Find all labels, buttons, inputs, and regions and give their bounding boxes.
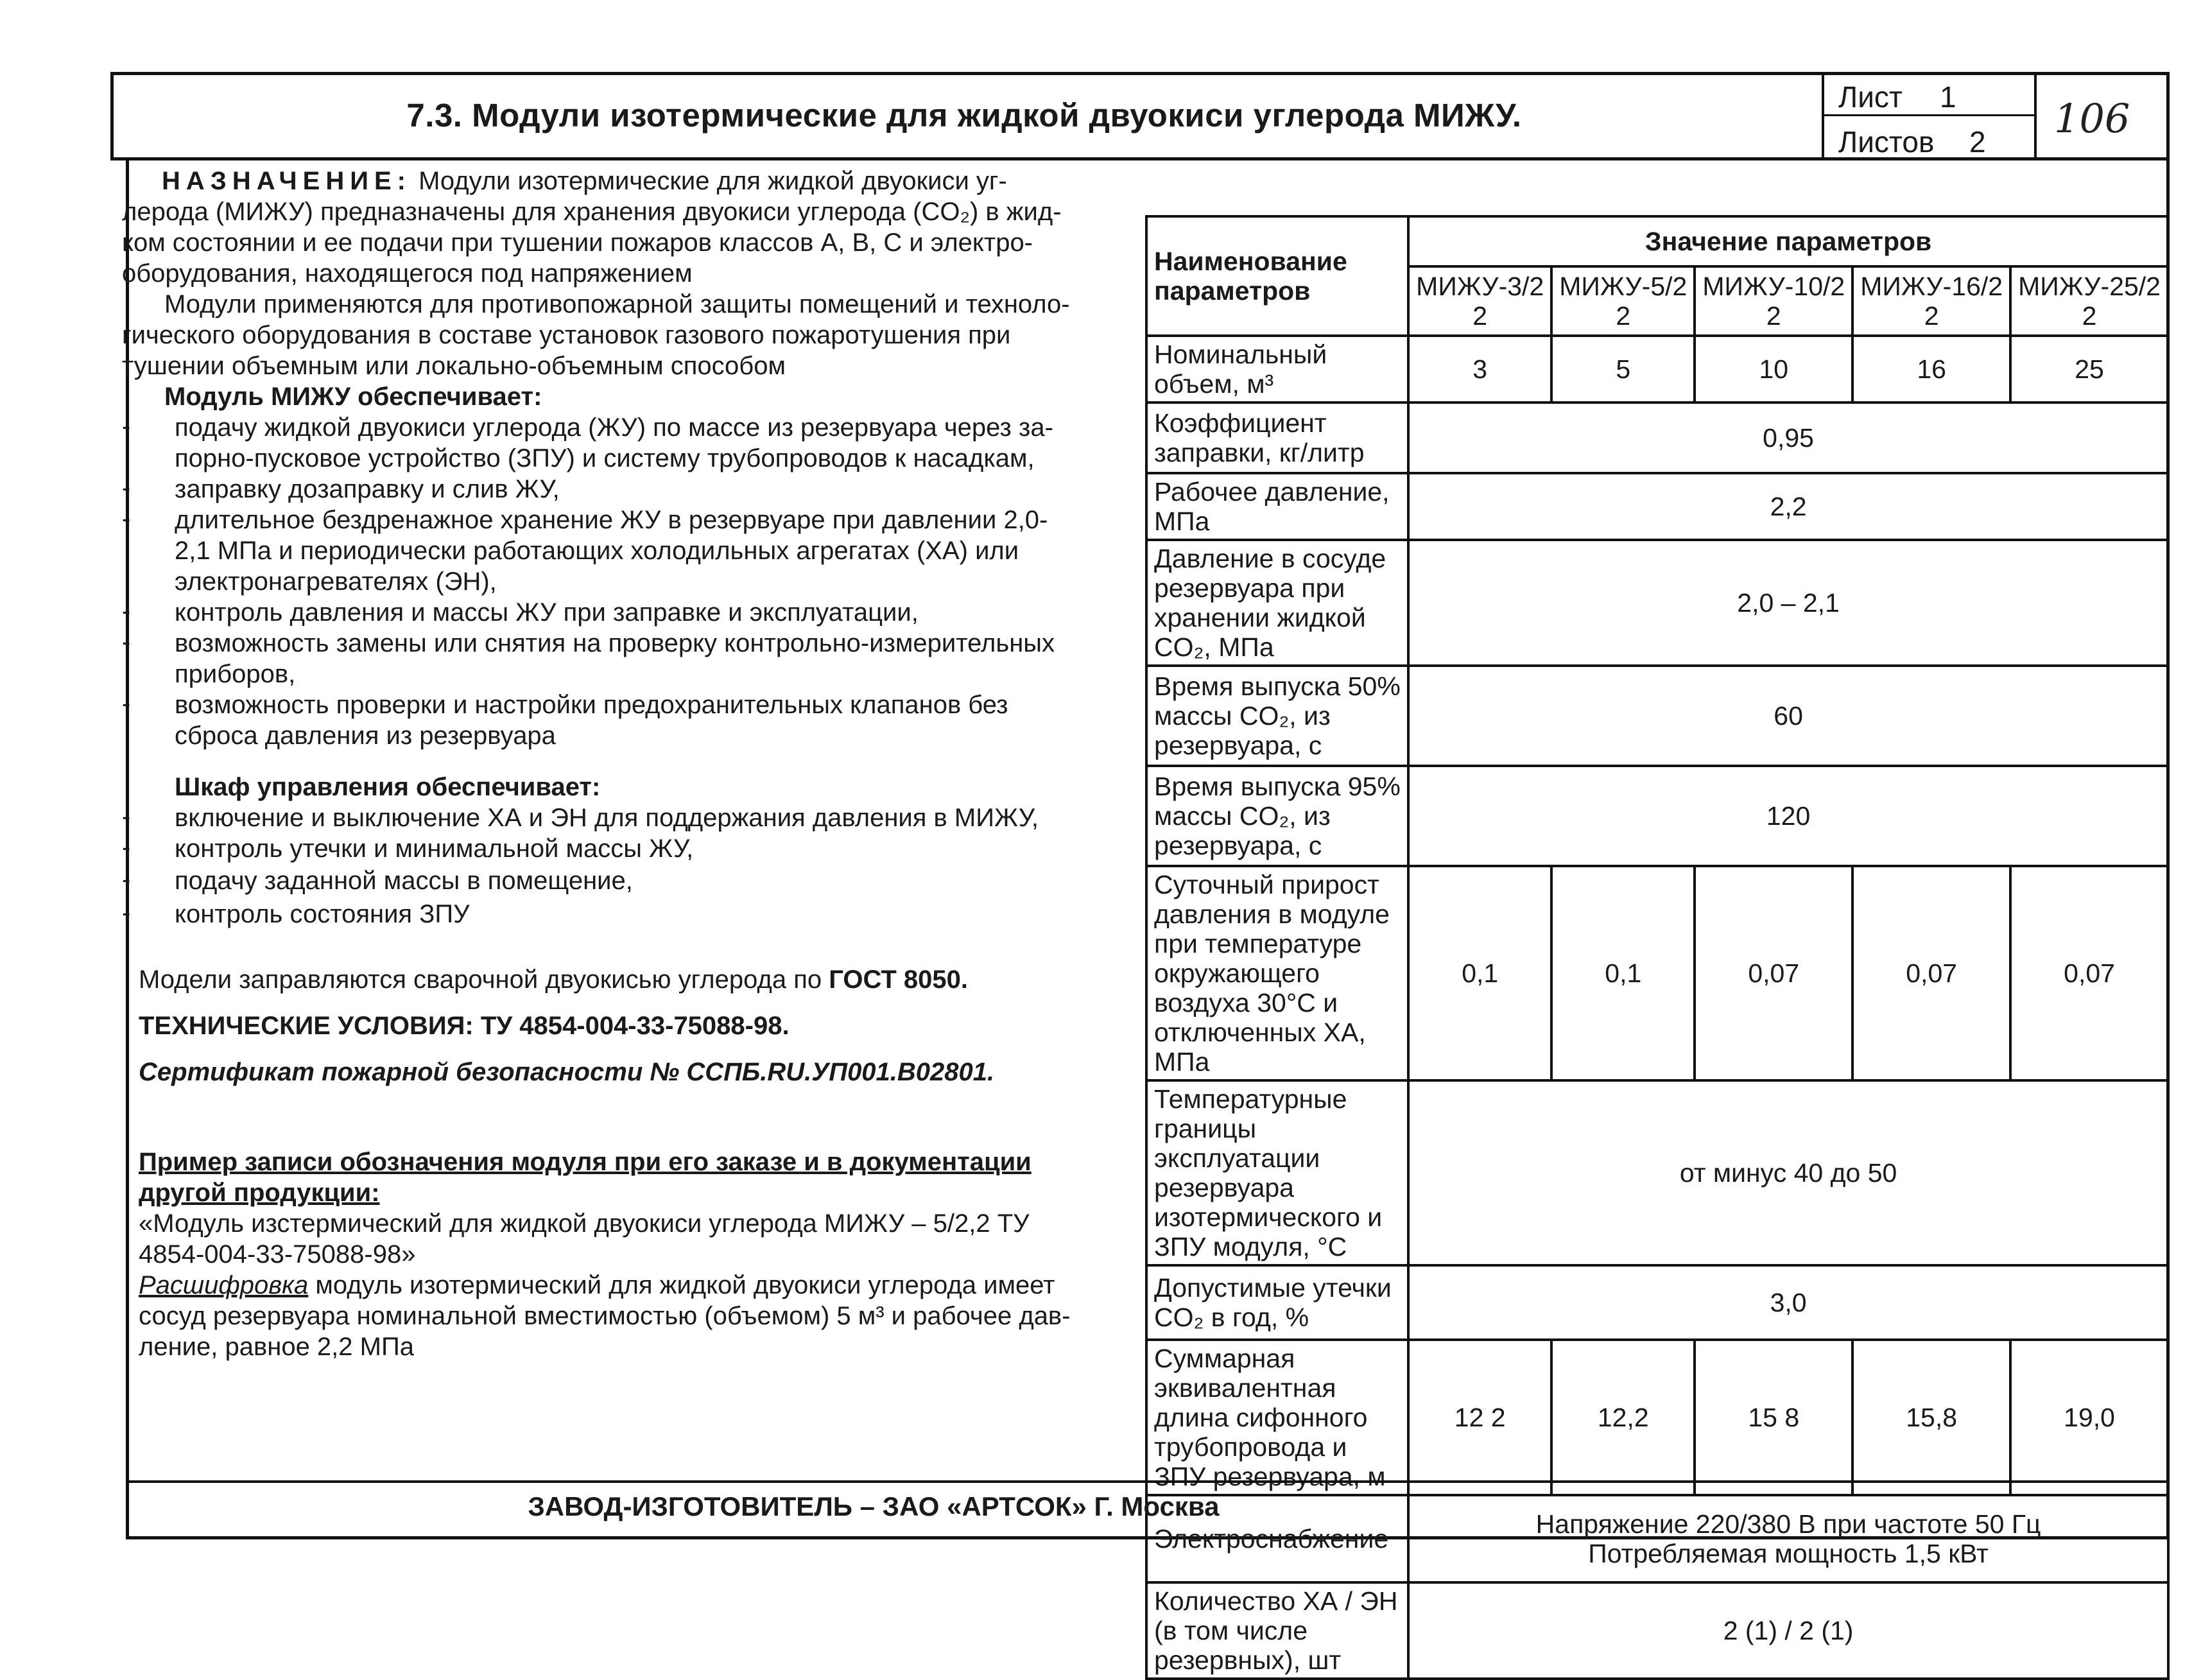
module-item: возможность проверки и настройки предохранительных клапанов без [175, 691, 1008, 719]
cabinet-heading: Шкаф управления обеспечивает: [175, 773, 601, 801]
sheets-value: 2 [1969, 125, 1986, 159]
table-row: Суммарная эквивалентная длина сифонного трубопровода и ЗПУ резервуара, м 12 2 12,2 15 8 15,8 19,0 [1146, 1340, 2168, 1495]
model-cell: МИЖУ-10/2 2 [1695, 266, 1852, 336]
purpose-line-2: ком состоянии и ее подачи при тушении пожаров классов А, В, С и электро- [122, 229, 1033, 257]
module-item: возможность замены или снятия на проверку контрольно-измерительных [175, 629, 1055, 657]
module-item: длительное бездренажное хранение ЖУ в резервуаре при давлении 2,0- [175, 506, 1048, 534]
module-item: 2,1 МПа и периодически работающих холодильных агрегатах (ХА) или [175, 537, 1019, 565]
col-header-values: Значение параметров [1408, 216, 2168, 266]
fire-certificate: Сертификат пожарной безопасности № ССПБ.RU.УП001.В02801. [139, 1058, 995, 1086]
table-row: Давление в сосуде резервуара при хранении жидкой CO₂, МПа 2,0 – 2,1 [1146, 540, 2168, 666]
fill-note: Модели заправляются сварочной двуокисью углерода по ГОСТ 8050. [139, 966, 969, 994]
table-row: Допустимые утечки CO₂ в год, % 3,0 [1146, 1265, 2168, 1340]
cabinet-item: контроль утечки и минимальной массы ЖУ, [175, 835, 694, 863]
col-header-name: Наименование параметров [1146, 216, 1408, 336]
model-cell: МИЖУ-25/2 2 [2010, 266, 2168, 336]
tech-conditions: ТЕХНИЧЕСКИЕ УСЛОВИЯ: ТУ 4854-004-33-75088-98. [139, 1012, 790, 1040]
purpose-line-6: тушении объемным или локально-объемным способом [122, 352, 786, 380]
module-item: приборов, [175, 660, 296, 688]
model-cell: МИЖУ-3/2 2 [1408, 266, 1551, 336]
model-cell: МИЖУ-16/2 2 [1852, 266, 2010, 336]
purpose-heading: НАЗНАЧЕНИЕ: [162, 167, 411, 195]
example-heading-2: другой продукции: [139, 1179, 380, 1207]
table-row: Температурные границы эксплуатации резервуара изотермического и ЗПУ модуля, °С от минус 40 до 50 [1146, 1080, 2168, 1265]
example-heading: Пример записи обозначения модуля при его заказе и в документации [139, 1148, 1032, 1176]
purpose-line-1: лерода (МИЖУ) предназначены для хранения двуокиси углерода (CO₂) в жид- [122, 198, 1062, 226]
purpose-line-3: оборудования, находящегося под напряжением [122, 259, 693, 288]
decode-line: сосуд резервуара номинальной вместимостью (объемом) 5 м³ и рабочее дав- [139, 1302, 1071, 1330]
table-row: Суточный прирост давления в модуле при температуре окружающего воздуха 30°С и отключенных ХА, МПа 0,1 0,1 0,07 0,07 0,07 [1146, 866, 2168, 1080]
example-text: «Модуль изстермический для жидкой двуокиси углерода МИЖУ – 5/2,2 ТУ [139, 1209, 1030, 1238]
purpose-line-5: гического оборудования в составе установок газового пожаротушения при [122, 321, 1011, 349]
sheet-value: 1 [1940, 80, 1956, 114]
purpose-line-0: НАЗНАЧЕНИЕ: Модули изотермические для жидкой двуокиси уг- [162, 167, 1007, 195]
sheets-label: Листов [1838, 125, 1935, 159]
model-cell: МИЖУ-5/2 2 [1551, 266, 1695, 336]
sheet-label: Лист [1838, 80, 1903, 114]
table-header-row [1146, 216, 2168, 266]
page-title: 7.3. Модули изотермические для жидкой двуокиси углерода МИЖУ. [406, 97, 1522, 134]
table-row: Рабочее давление, МПа 2,2 [1146, 473, 2168, 540]
module-item: сброса давления из резервуара [175, 722, 556, 750]
example-text: 4854-004-33-75088-98» [139, 1240, 416, 1269]
module-item: подачу жидкой двуокиси углерода (ЖУ) по массе из резервуара через за- [175, 413, 1053, 442]
module-item: электронагревателях (ЭН), [175, 567, 497, 596]
decode-line: ление, равное 2,2 МПа [139, 1333, 414, 1361]
table-row: Коэффициент заправки, кг/литр 0,95 [1146, 403, 2168, 473]
purpose-line-4: Модули применяются для противопожарной защиты помещений и техноло- [164, 290, 1070, 318]
decode-label: Расшифровка [139, 1271, 309, 1299]
footer-divider [126, 1480, 2170, 1483]
module-item: заправку дозаправку и слив ЖУ, [175, 475, 560, 503]
module-item: контроль давления и массы ЖУ при заправке и эксплуатации, [175, 598, 919, 627]
manufacturer-footer: ЗАВОД-ИЗГОТОВИТЕЛЬ – ЗАО «АРТСОК» Г. Москва [528, 1491, 1220, 1521]
table-row: Номинальный объем, м³ 3 5 10 16 25 [1146, 336, 2168, 403]
cabinet-item: подачу заданной массы в помещение, [175, 867, 633, 895]
handwritten-page-number: 106 [2054, 95, 2130, 142]
module-heading: Модуль МИЖУ обеспечивает: [164, 383, 542, 411]
table-row: Время выпуска 50% массы CO₂, из резервуара, с 60 [1146, 666, 2168, 766]
parameters-table [1145, 215, 2170, 1680]
cabinet-item: контроль состояния ЗПУ [175, 900, 470, 928]
table-row: Время выпуска 95% массы CO₂, из резервуара, с 120 [1146, 766, 2168, 866]
decode-line: Расшифровка модуль изотермический для жидкой двуокиси углерода имеет [139, 1271, 1055, 1299]
table-row: Электроснабжение Напряжение 220/380 В при частоте 50 Гц Потребляемая мощность 1,5 кВт [1146, 1495, 2168, 1582]
cabinet-item: включение и выключение ХА и ЭН для поддержания давления в МИЖУ, [175, 804, 1039, 832]
document-sheet: 7.3. Модули изотермические для жидкой двуокиси углерода МИЖУ. Лист 1 Листов 2 106 НАЗНАЧЕНИЕ: Модули изотермические для жидкой двуокиси уг- лерода (МИЖУ) предназначены для хранения двуокиси углерода (CO₂) в жид- ком состоянии и ее подачи при тушении пожаров классов А, В, С и электро- оборудования, находящегося под напряжением Модули применяются для противопожарной защиты помещений и техноло- гического оборудования в составе установок газового пожаротушения при тушении объемным или локально-объемным способом Модуль МИЖУ обеспечивает: - подачу жидкой двуокиси углерода (ЖУ) по массе из резервуара через за- порно-пусковое устройство (ЗПУ) и систему трубопроводов к насадкам, - заправку дозаправку и слив ЖУ, - длительное бездренажное хранение ЖУ в резервуаре при давлении 2,0- 2,1 МПа и периодически работающих холодильных агрегатах (ХА) или электронагревателях (ЭН), - контроль давления и массы ЖУ при заправке и эксплуатации, - возможность замены или снятия на проверку контрольно-измерительных приборов, - возможность проверки и настройки предохранительных клапанов без сброса давления из резервуара Шкаф управления обеспечивает: - включение и выключение ХА и ЭН для поддержания давления в МИЖУ, - контроль утечки и минимальной массы ЖУ, - подачу заданной массы в помещение, - контроль состояния ЗПУ Модели заправляются сварочной двуокисью углерода по ГОСТ 8050. ТЕХНИЧЕСКИЕ УСЛОВИЯ: ТУ 4854-004-33-75088-98. Сертификат пожарной безопасности № ССПБ.RU.УП001.В02801. Пример записи обозначения модуля при его заказе и в документации другой продукции: «Модуль изстермический для жидкой двуокиси углерода МИЖУ – 5/2,2 ТУ 4854-004-33-75088-98» Расшифровка модуль изотермический для жидкой двуокиси углерода имеет сосуд резервуара номинальной вместимостью (объемом) 5 м³ и рабочее дав- ление, равное 2,2 МПа Наименование параметров Значение параметров МИЖУ-3/2 2 МИЖУ-5/2 2 МИЖУ-10/2 2 МИЖУ-16/2 2 МИЖУ-25/2 2 Номинальный объем, м³ 3 5 10 16 25 Коэффициент заправки, кг/литр 0,95 Рабочее давление, МПа 2,2 Давление в сосуде резервуара при хранении жидкой CO₂, МПа 2,0 – 2,1 Время выпуска 50% массы CO₂, из резервуара, с 60 Время выпуска 95% массы CO₂, из резервуара, с 120 Суточный прирост давления в модуле при температуре окружающего воздуха 30°С и отключенных ХА, МПа 0,1 0,1 0,07 0,07 0,07 Температурные границы эксплуатации резервуара изотермического и ЗПУ модуля, °С от минус 40 до 50 Допустимые утечки CO₂ в год, % 3,0 Суммарная эквивалентная длина сифонного трубопровода и ЗПУ резервуара, м 12 2 12,2 15 8 15,8 19,0 Электроснабжение Напряжение 220/380 В при частоте 50 Гц Потребляемая мощность 1,5 кВт Количество ХА / ЭН (в том числе резервных), шт 2 (1) / 2 (1) ЗАВОД-ИЗГОТОВИТЕЛЬ – ЗАО «АРТСОК» Г. Москва [0, 0, 2210, 1672]
module-item: порно-пусковое устройство (ЗПУ) и систему трубопроводов к насадкам, [175, 444, 1035, 472]
sheet-counter [1822, 72, 2037, 160]
table-row: Количество ХА / ЭН (в том числе резервных), шт 2 (1) / 2 (1) [1146, 1582, 2168, 1679]
